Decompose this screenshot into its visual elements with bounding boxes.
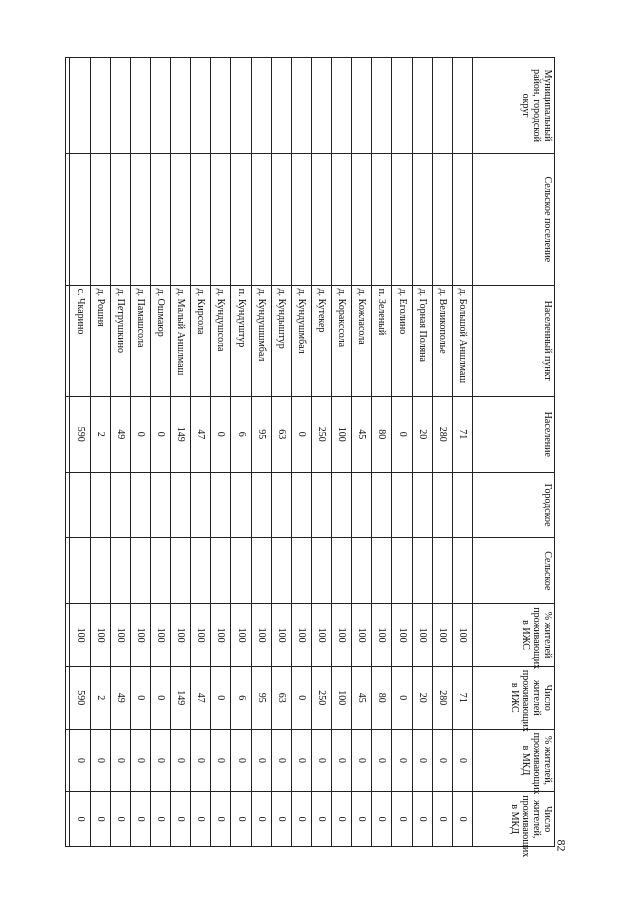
table-cell: 63 [271,666,291,729]
table-cell [251,58,271,154]
table-cell: 0 [90,729,110,792]
table-cell [251,472,271,538]
table-cell: д. Кирсола [191,285,211,396]
header-cell: % жителей, проживающих в МКД [473,729,555,792]
table-cell: 100 [130,604,150,667]
table-cell: д. Коракссола [332,285,352,396]
table-cell: 0 [70,792,90,847]
table-cell: 20 [412,396,432,472]
table-cell: 280 [432,396,452,472]
table-row [291,58,311,847]
table-cell: д. Кундыштур [271,285,291,396]
table-cell [352,58,372,154]
table-cell: 49 [110,396,130,472]
table-cell: 100 [231,604,251,667]
table-cell [352,538,372,604]
table-cell: 0 [151,666,171,729]
table-cell [130,538,150,604]
table-cell: 100 [291,604,311,667]
settlement-table-area [65,57,555,858]
header-row [473,58,555,847]
table-cell: 45 [352,396,372,472]
table-cell [352,472,372,538]
table-cell: д. Горная Поляна [412,285,432,396]
table-row [312,58,332,847]
table-cell: 100 [392,604,412,667]
table-cell [110,472,130,538]
table-cell [231,472,251,538]
header-cell: Сельское поселение [473,154,555,286]
header-cell: Населенный пункт [473,285,555,396]
table-cell [151,154,171,286]
table-cell [70,154,90,286]
table-cell [66,729,71,792]
table-cell: 45 [352,666,372,729]
table-cell: 0 [171,792,191,847]
table-cell: 0 [231,729,251,792]
table-cell: 0 [251,729,271,792]
table-row [171,58,191,847]
table-cell: 100 [271,604,291,667]
header-cell: % жителей проживающих в ИЖС [473,604,555,667]
table-cell [66,58,71,154]
table-cell: 100 [372,604,392,667]
table-cell [66,666,71,729]
table-cell: 0 [312,729,332,792]
table-cell: 0 [130,666,150,729]
table-cell: 0 [412,729,432,792]
table-cell [412,472,432,538]
table-cell: 0 [151,729,171,792]
table-cell: 2 [90,666,110,729]
table-cell: 0 [110,729,130,792]
table-cell: д. Великополье [432,285,452,396]
table-row [90,58,110,847]
table-cell [66,538,71,604]
table-cell: 95 [251,396,271,472]
table-cell: 0 [291,792,311,847]
table-cell [271,154,291,286]
table-cell [130,58,150,154]
table-row [332,58,352,847]
table-cell [291,538,311,604]
table-cell: 0 [151,792,171,847]
table-row [191,58,211,847]
table-cell: 0 [392,666,412,729]
table-cell: 0 [130,396,150,472]
table-cell [392,58,412,154]
table-cell: 100 [90,604,110,667]
table-cell: д. Еголино [392,285,412,396]
table-cell [211,58,231,154]
table-cell: 100 [171,604,191,667]
table-cell [90,472,110,538]
table-cell [452,472,472,538]
header-cell: Число жителей проживающих в ИЖС [473,666,555,729]
table-cell: 0 [452,792,472,847]
table-cell [412,154,432,286]
table-cell: 0 [432,729,452,792]
table-cell [312,472,332,538]
table-cell [70,472,90,538]
table-cell: д. Кундушшмбал [251,285,271,396]
table-cell [231,154,251,286]
table-row [271,58,291,847]
table-cell [271,472,291,538]
table-cell [291,154,311,286]
table-cell: 0 [392,792,412,847]
header-cell: Число жителей, проживающих в МКД [473,792,555,847]
table-cell [452,154,472,286]
table-cell: 100 [110,604,130,667]
table-cell [251,538,271,604]
table-cell [66,154,71,286]
table-cell: 250 [312,666,332,729]
table-cell: 100 [211,604,231,667]
table-cell: д. Памашсола [130,285,150,396]
table-cell [110,154,130,286]
table-cell: 149 [171,666,191,729]
table-cell [312,58,332,154]
table-cell: 0 [291,666,311,729]
table-cell [372,472,392,538]
table-cell: 0 [332,792,352,847]
table-row [211,58,231,847]
table-cell: 100 [352,604,372,667]
table-cell: д. Кундушмбал [291,285,311,396]
table-cell: 100 [452,604,472,667]
table-cell: 47 [191,396,211,472]
table-cell: 100 [412,604,432,667]
table-cell [66,285,71,396]
table-cell [412,58,432,154]
header-cell: Население [473,396,555,472]
table-cell [151,58,171,154]
table-cell: 49 [110,666,130,729]
table-cell: 0 [312,792,332,847]
table-cell: 590 [70,396,90,472]
table-cell: 0 [90,792,110,847]
table-cell: 0 [291,729,311,792]
table-cell [90,538,110,604]
table-cell: 0 [191,792,211,847]
table-body [66,58,473,847]
header-cell: Городское [473,472,555,538]
page-number: 82 [554,839,569,852]
table-cell [291,472,311,538]
table-cell: 250 [312,396,332,472]
table-cell: 0 [211,792,231,847]
table-cell: 100 [191,604,211,667]
table-cell [432,154,452,286]
table-cell: 6 [231,396,251,472]
table-row [251,58,271,847]
table-cell: 0 [171,729,191,792]
table-cell: 63 [271,396,291,472]
table-cell: 0 [291,396,311,472]
table-cell [191,58,211,154]
table-cell: д. Кундушсола [211,285,231,396]
table-cell [66,604,71,667]
table-cell: 0 [452,729,472,792]
table-cell: 0 [372,729,392,792]
settlement-population-table [65,57,555,858]
table-cell [412,538,432,604]
header-cell: Муниципальный район, городской округ [473,58,555,154]
table-cell [191,154,211,286]
table-cell: д. Рошня [90,285,110,396]
table-cell [332,538,352,604]
table-cell: 0 [271,729,291,792]
table-cell: 80 [372,666,392,729]
table-cell: 0 [211,396,231,472]
table-cell [312,538,332,604]
table-cell: 100 [251,604,271,667]
table-cell [171,58,191,154]
table-cell: 6 [231,666,251,729]
table-cell: 0 [392,729,412,792]
table-cell: д. Ошмаюр [151,285,171,396]
table-cell: 0 [130,729,150,792]
table-cell: 0 [211,729,231,792]
table-cell: 100 [332,604,352,667]
table-cell [332,58,352,154]
table-cell: 0 [231,792,251,847]
table-cell [332,154,352,286]
table-cell [171,472,191,538]
table-cell [110,538,130,604]
table-cell [66,792,71,847]
table-cell [231,538,251,604]
table-cell [332,472,352,538]
table-cell: 0 [271,792,291,847]
table-cell: 0 [130,792,150,847]
table-row [110,58,130,847]
table-row [151,58,171,847]
table-cell: 80 [372,396,392,472]
table-cell: д. Петрушкино [110,285,130,396]
table-row [70,58,90,847]
table-cell: д. Малый Аншлмаш [171,285,191,396]
table-row [392,58,412,847]
table-cell: д. Кожласола [352,285,372,396]
table-cell: п. Зеленый [372,285,392,396]
table-row [452,58,472,847]
table-cell: 0 [332,729,352,792]
table-cell [191,538,211,604]
table-cell [130,472,150,538]
table-cell: 100 [312,604,332,667]
table-cell [452,58,472,154]
table-cell: 2 [90,396,110,472]
table-cell [211,538,231,604]
table-cell [392,538,412,604]
table-cell [191,472,211,538]
table-cell: 590 [70,666,90,729]
table-cell: 20 [412,666,432,729]
table-cell: 71 [452,666,472,729]
table-cell: 0 [352,792,372,847]
table-cell [90,154,110,286]
table-cell [291,58,311,154]
table-cell [352,154,372,286]
table-row [66,58,71,847]
table-cell: 0 [211,666,231,729]
table-cell: 280 [432,666,452,729]
table-cell [452,538,472,604]
table-cell [392,472,412,538]
table-cell: д. Большой Аншлмаш [452,285,472,396]
table-row [372,58,392,847]
table-cell [231,58,251,154]
table-cell: 0 [70,729,90,792]
table-cell [432,538,452,604]
table-cell: п. Кундуштур [231,285,251,396]
table-cell: 100 [332,666,352,729]
table-cell: 0 [110,792,130,847]
table-cell: 100 [70,604,90,667]
table-cell: д. Кутекер [312,285,332,396]
table-cell: 0 [352,729,372,792]
table-cell [70,538,90,604]
table-cell: 100 [151,604,171,667]
table-cell [432,472,452,538]
table-cell [271,58,291,154]
table-cell [392,154,412,286]
table-row [412,58,432,847]
table-cell [211,472,231,538]
table-cell: 0 [412,792,432,847]
table-cell [372,58,392,154]
table-cell: 71 [452,396,472,472]
table-cell [271,538,291,604]
table-cell: 100 [432,604,452,667]
table-row [130,58,150,847]
table-cell [110,58,130,154]
table-row [231,58,251,847]
table-cell [251,154,271,286]
table-cell: с. Чкарино [70,285,90,396]
table-cell [432,58,452,154]
table-cell [151,472,171,538]
table-cell: 47 [191,666,211,729]
table-cell [90,58,110,154]
table-cell: 100 [332,396,352,472]
table-cell [211,154,231,286]
table-cell [372,538,392,604]
table-cell: 0 [392,396,412,472]
table-cell [372,154,392,286]
header-cell: Сельское [473,538,555,604]
table-cell: 149 [171,396,191,472]
table-cell [312,154,332,286]
table-cell [171,538,191,604]
table-cell [66,396,71,472]
table-cell [130,154,150,286]
table-row [432,58,452,847]
table-cell: 95 [251,666,271,729]
table-cell [70,58,90,154]
table-cell: 0 [191,729,211,792]
table-row [352,58,372,847]
table-cell [171,154,191,286]
table-cell: 0 [432,792,452,847]
table-cell [66,472,71,538]
table-cell: 0 [372,792,392,847]
table-cell: 0 [151,396,171,472]
table-cell: 0 [251,792,271,847]
table-cell [151,538,171,604]
